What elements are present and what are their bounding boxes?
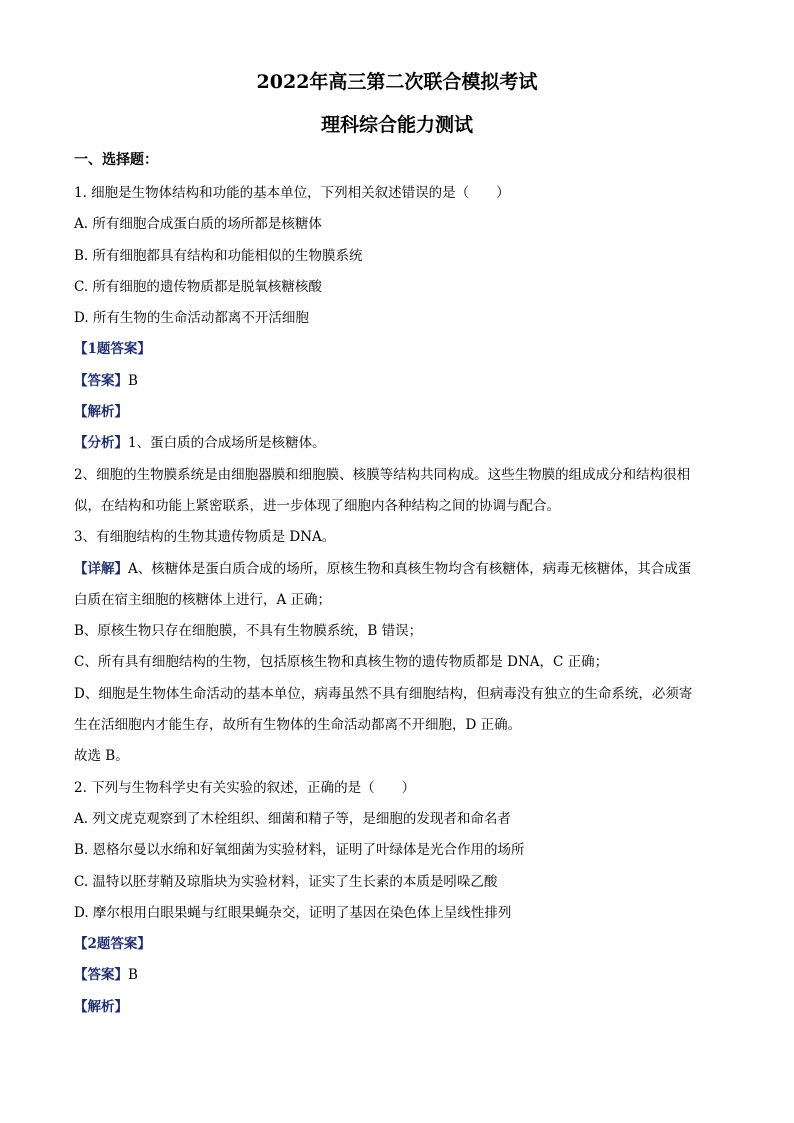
question-2-option-d: D. 摩尔根用白眼果蝇与红眼果蝇杂交，证明了基因在染色体上呈线性排列 — [74, 904, 512, 921]
question-1-answer-heading: 【1题答案】 — [74, 341, 151, 358]
question-2-stem: 2. 下列与生物科学史有关实验的叙述，正确的是（ ） — [74, 779, 416, 796]
question-2-option-b: B. 恩格尔曼以水绵和好氧细菌为实验材料，证明了叶绿体是光合作用的场所 — [74, 842, 525, 859]
question-1-option-b: B. 所有细胞都具有结构和功能相似的生物膜系统 — [74, 247, 363, 264]
question-2-option-c: C. 温特以胚芽鞘及琼脂块为实验材料，证实了生长素的本质是吲哚乙酸 — [74, 873, 498, 890]
question-1-detail-line: C、所有具有细胞结构的生物，包括原核生物和真核生物的遗传物质都是 DNA，C 正确； — [74, 654, 609, 671]
question-2-answer: 【答案】B — [74, 967, 138, 984]
document-body — [74, 178, 724, 1023]
question-1-analysis: 【分析】1、蛋白质的合成场所是核糖体。 — [74, 435, 326, 452]
question-1-option-d: D. 所有生物的生命活动都离不开活细胞 — [74, 310, 309, 327]
question-1-conclusion: 故选 B。 — [74, 748, 129, 765]
question-1-option-c: C. 所有细胞的遗传物质都是脱氧核糖核酸 — [74, 278, 322, 295]
question-1-answer: 【答案】B — [74, 372, 138, 389]
question-1-detail-line: 白质在宿主细胞的核糖体上进行，A 正确； — [74, 591, 332, 608]
question-1-option-a: A. 所有细胞合成蛋白质的场所都是核糖体 — [74, 216, 322, 233]
question-1-detail: 【详解】A、核糖体是蛋白质合成的场所，原核生物和真核生物均含有核糖体，病毒无核糖体，其合成蛋 — [74, 560, 692, 577]
question-1-detail-line: 生在活细胞内才能生存，故所有生物体的生命活动都离不开细胞，D 正确。 — [74, 717, 522, 734]
question-1-analysis-line: 似，在结构和功能上紧密联系，进一步体现了细胞内各种结构之间的协调与配合。 — [74, 497, 560, 514]
question-2-explanation-heading: 【解析】 — [74, 998, 128, 1015]
question-1-detail-line: D、细胞是生物体生命活动的基本单位，病毒虽然不具有细胞结构，但病毒没有独立的生命系统，必须寄 — [74, 685, 693, 702]
question-1-analysis-line: 3、有细胞结构的生物其遗传物质是 DNA。 — [74, 529, 336, 546]
question-1-detail-line: B、原核生物只存在细胞膜，不具有生物膜系统，B 错误； — [74, 623, 423, 640]
question-1-stem: 1. 细胞是生物体结构和功能的基本单位，下列相关叙述错误的是（ ） — [74, 185, 510, 201]
question-1-analysis-line: 2、细胞的生物膜系统是由细胞器膜和细胞膜、核膜等结构共同构成。这些生物膜的组成成分和结构很相 — [74, 466, 691, 483]
exam-subtitle: 理科综合能力测试 — [320, 114, 473, 136]
question-2-answer-heading: 【2题答案】 — [74, 936, 151, 953]
exam-title: 2022年高三第二次联合模拟考试 — [256, 71, 538, 93]
section-heading: 一、选择题： — [74, 152, 158, 168]
question-1-explanation-heading: 【解析】 — [74, 404, 128, 421]
question-2-option-a: A. 列文虎克观察到了木栓组织、细菌和精子等，是细胞的发现者和命名者 — [74, 810, 511, 827]
